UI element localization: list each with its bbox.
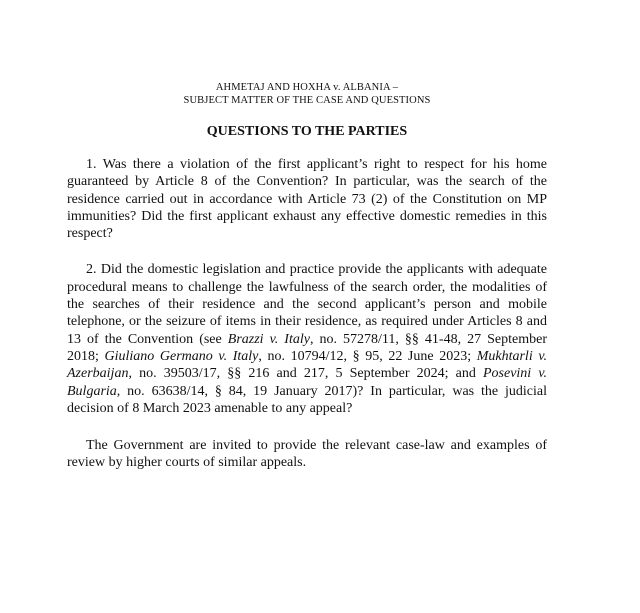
header-subtitle: SUBJECT MATTER OF THE CASE AND QUESTIONS	[183, 94, 431, 106]
question-2-text: , no. 10794/12, § 95, 22 June 2023;	[258, 348, 477, 364]
case-citation: Brazzi v. Italy	[227, 331, 310, 347]
section-title: QUESTIONS TO THE PARTIES	[206, 124, 408, 139]
closing-paragraph: The Government are invited to provide the relevant case-law and examples of review by higher courts of similar appeals.	[67, 438, 547, 471]
document-page	[67, 82, 547, 472]
running-header	[67, 82, 547, 107]
question-1: 1. Was there a violation of the first applicant’s right to respect for his home guaranteed by Article 8 of the Convention? In particular, was the search of the residence carried out in accordance with Article 73 (2) of the Constitution on MP immunities? Did the first applicant exhaust any effective domestic remedies in this respect?	[67, 157, 547, 242]
question-2	[67, 261, 547, 417]
question-2-text: 2. Did the domestic legislation and practice provide the applicants with adequate procedural means to challenge the lawfulness of the search order, the modalities of the searches of their residence and the second applicant’s person and mobile telephone, or the seizure of items in their residence, as required under Articles 8 and 13 of the Convention (see	[67, 262, 547, 347]
case-citation: Mukhtarli v. Azerbaijan	[67, 348, 548, 382]
question-2-text: , no. 39503/17, §§ 216 and 217, 5 September 2024; and	[128, 366, 483, 382]
question-2-text: , no. 57278/11, §§ 41-48, 27 September 2018;	[67, 331, 547, 364]
case-citation: Giuliano Germano v. Italy	[104, 348, 259, 364]
case-citation: Posevini v. Bulgaria	[67, 366, 547, 399]
question-2-text: , no. 63638/14, § 84, 19 January 2017)? In particular, was the judicial decision of 8 March 2023 amenable to any appeal?	[67, 383, 547, 416]
case-title: AHMETAJ AND HOXHA v. ALBANIA –	[215, 82, 399, 93]
